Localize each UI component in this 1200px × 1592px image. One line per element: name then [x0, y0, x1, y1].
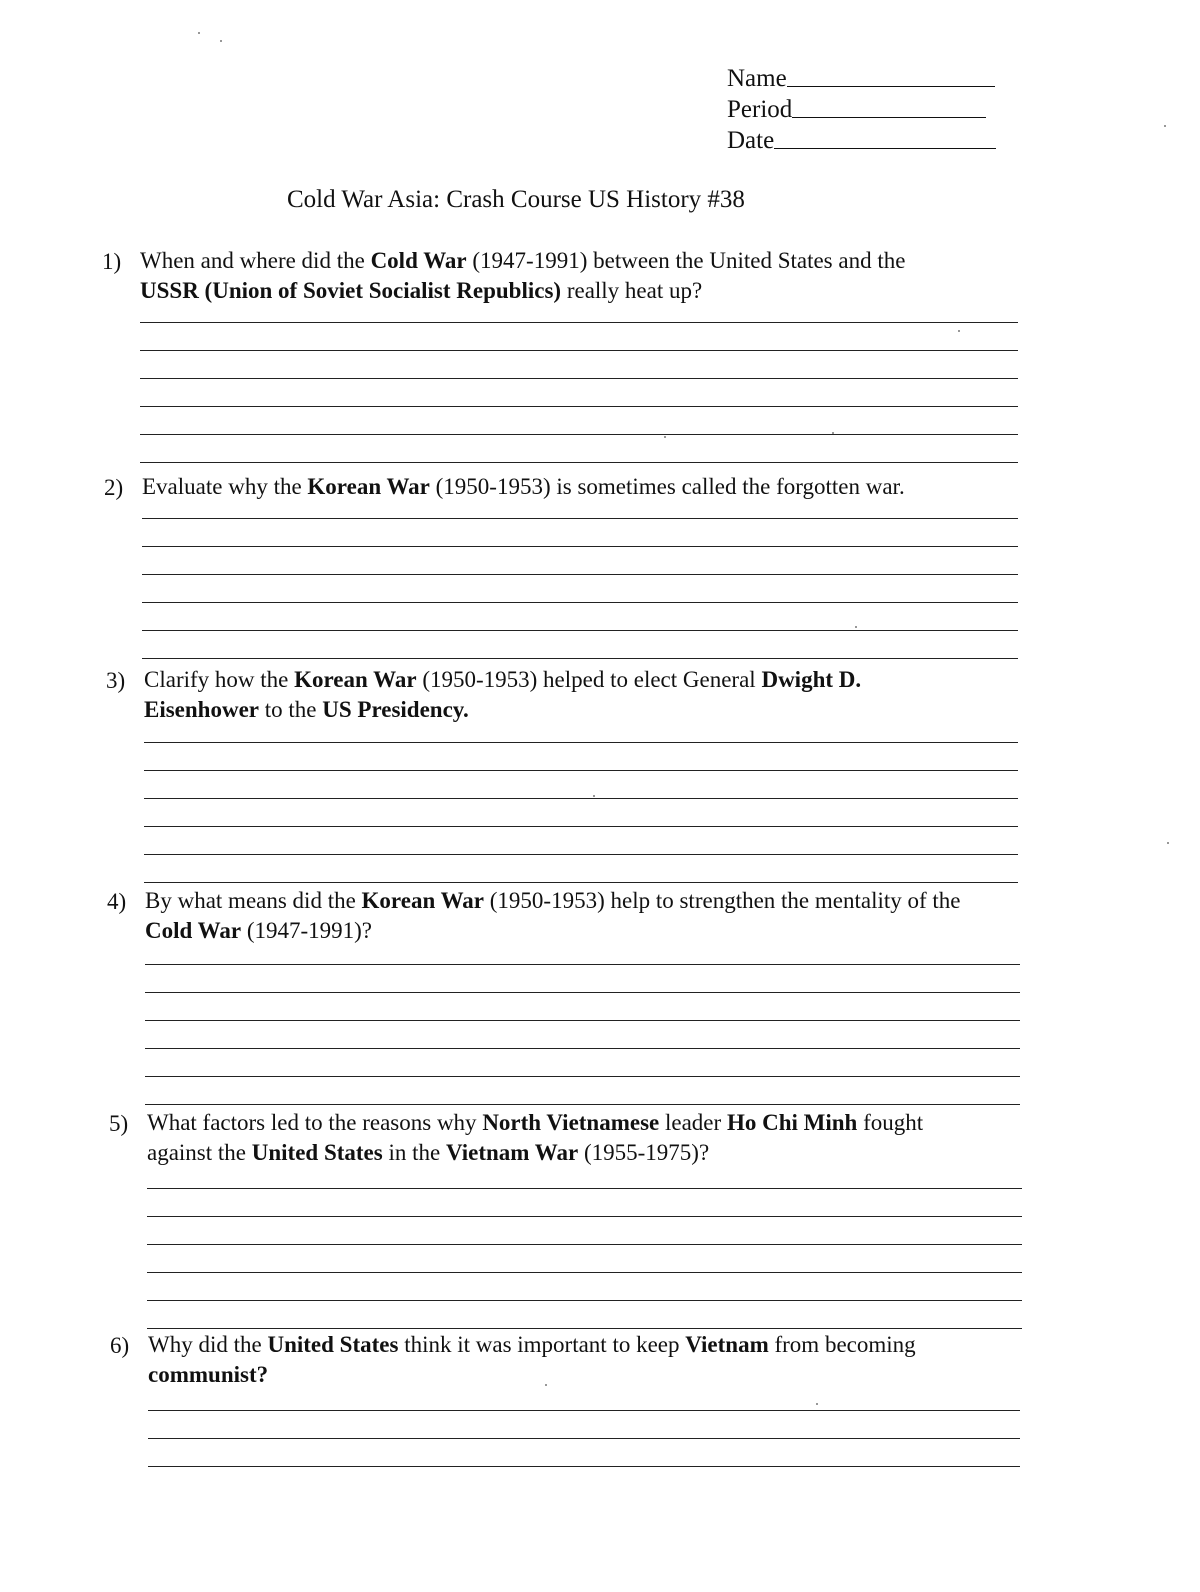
question-text-line: [144, 665, 1024, 695]
question-text: [142, 472, 1022, 502]
answer-line[interactable]: [140, 462, 1018, 463]
answer-line[interactable]: [145, 1104, 1020, 1105]
question-text-line: [147, 1108, 1027, 1138]
bold-term: Korean War: [307, 474, 430, 499]
text-segment: against the: [147, 1140, 252, 1165]
bold-term: communist?: [148, 1362, 269, 1387]
question-number: 5): [109, 1111, 129, 1136]
bold-term: United States: [267, 1332, 399, 1357]
question-number: 6): [110, 1333, 130, 1358]
scan-speck: [593, 795, 595, 797]
text-segment: What factors led to the reasons why: [147, 1110, 483, 1135]
question-text-line: [142, 472, 1022, 502]
text-segment: think it was important to keep: [398, 1332, 686, 1357]
bold-term: Eisenhower: [144, 697, 259, 722]
text-segment: from becoming: [768, 1332, 916, 1357]
name-field[interactable]: [727, 62, 996, 93]
scan-speck: [198, 32, 200, 34]
answer-line[interactable]: [145, 1020, 1020, 1021]
name-label: Name: [727, 65, 787, 92]
scan-speck: [816, 1403, 818, 1405]
answer-line[interactable]: [144, 742, 1018, 743]
text-segment: in the: [382, 1140, 446, 1165]
text-segment: really heat up?: [561, 278, 703, 303]
answer-line[interactable]: [147, 1188, 1022, 1189]
scan-speck: [664, 436, 666, 438]
student-info-fields: [727, 62, 996, 155]
answer-line[interactable]: [147, 1216, 1022, 1217]
bold-term: North Vietnamese: [482, 1110, 660, 1135]
answer-line[interactable]: [145, 964, 1020, 965]
bold-term: US Presidency.: [322, 697, 469, 722]
question-text: [144, 665, 1024, 725]
scan-speck: [1164, 125, 1166, 127]
question-text-line: [144, 695, 1024, 725]
answer-line[interactable]: [142, 546, 1018, 547]
bold-term: Dwight D.: [761, 667, 862, 692]
text-segment: (1950-1953) is sometimes called the forgotten war.: [429, 474, 905, 499]
date-label: Date: [727, 127, 775, 154]
question-text: [148, 1330, 1028, 1390]
answer-line[interactable]: [142, 602, 1018, 603]
answer-line[interactable]: [147, 1300, 1022, 1301]
answer-line[interactable]: [140, 434, 1018, 435]
question-number: 2): [104, 475, 124, 500]
text-segment: Why did the: [148, 1332, 268, 1357]
answer-line[interactable]: [142, 658, 1018, 659]
period-field[interactable]: [727, 93, 996, 124]
scan-speck: [958, 330, 960, 332]
bold-term: Korean War: [294, 667, 417, 692]
text-segment: When and where did the: [140, 248, 371, 273]
name-blank-line[interactable]: [787, 86, 995, 87]
bold-term: Korean War: [361, 888, 485, 913]
answer-line[interactable]: [144, 882, 1018, 883]
text-segment: leader: [659, 1110, 727, 1135]
answer-line[interactable]: [148, 1466, 1020, 1467]
answer-line[interactable]: [140, 406, 1018, 407]
question-text: [145, 886, 1025, 946]
answer-line[interactable]: [145, 1076, 1020, 1077]
scan-speck: [832, 432, 834, 434]
worksheet-title: Cold War Asia: Crash Course US History #38: [287, 186, 745, 213]
question-text-line: [148, 1360, 1028, 1390]
question-text-line: [140, 246, 1020, 276]
answer-line[interactable]: [140, 378, 1018, 379]
question-text-line: [147, 1138, 1027, 1168]
answer-line[interactable]: [144, 798, 1018, 799]
answer-line[interactable]: [140, 350, 1018, 351]
text-segment: Clarify how the: [144, 667, 295, 692]
question-text: [147, 1108, 1027, 1168]
text-segment: (1950-1953) help to strengthen the mentality of the: [484, 888, 961, 913]
question-number: 1): [102, 249, 122, 274]
answer-line[interactable]: [144, 770, 1018, 771]
question-number: 3): [106, 668, 126, 693]
bold-term: USSR (Union of Soviet Socialist Republics): [140, 278, 562, 303]
answer-line[interactable]: [147, 1272, 1022, 1273]
text-segment: (1955-1975)?: [578, 1140, 710, 1165]
answer-line[interactable]: [148, 1410, 1020, 1411]
answer-line[interactable]: [147, 1244, 1022, 1245]
text-segment: (1947-1991)?: [241, 918, 373, 943]
text-segment: to the: [259, 697, 323, 722]
question-text-line: [145, 886, 1025, 916]
question-text: [140, 246, 1020, 306]
scan-speck: [545, 1384, 547, 1386]
answer-line[interactable]: [145, 992, 1020, 993]
answer-line[interactable]: [142, 630, 1018, 631]
answer-line[interactable]: [148, 1438, 1020, 1439]
question-text-line: [148, 1330, 1028, 1360]
answer-line[interactable]: [147, 1328, 1022, 1329]
question-number: 4): [107, 889, 127, 914]
date-field[interactable]: [727, 124, 996, 155]
bold-term: Vietnam War: [445, 1140, 579, 1165]
period-blank-line[interactable]: [792, 117, 986, 118]
scan-speck: [855, 626, 857, 628]
question-text-line: [145, 916, 1025, 946]
date-blank-line[interactable]: [774, 148, 996, 149]
question-text-line: [140, 276, 1020, 306]
text-segment: By what means did the: [145, 888, 362, 913]
text-segment: fought: [857, 1110, 924, 1135]
text-segment: (1947-1991) between the United States and the: [466, 248, 906, 273]
bold-term: Cold War: [370, 248, 467, 273]
answer-line[interactable]: [142, 518, 1018, 519]
answer-line[interactable]: [144, 854, 1018, 855]
scan-speck: [220, 40, 222, 42]
answer-line[interactable]: [145, 1048, 1020, 1049]
text-segment: (1950-1953) helped to elect General: [416, 667, 762, 692]
answer-line[interactable]: [140, 322, 1018, 323]
period-label: Period: [727, 96, 793, 123]
text-segment: Evaluate why the: [142, 474, 308, 499]
answer-line[interactable]: [144, 826, 1018, 827]
bold-term: Ho Chi Minh: [726, 1110, 858, 1135]
bold-term: United States: [251, 1140, 383, 1165]
bold-term: Cold War: [145, 918, 242, 943]
scan-speck: [1167, 842, 1169, 844]
bold-term: Vietnam: [685, 1332, 769, 1357]
answer-line[interactable]: [142, 574, 1018, 575]
